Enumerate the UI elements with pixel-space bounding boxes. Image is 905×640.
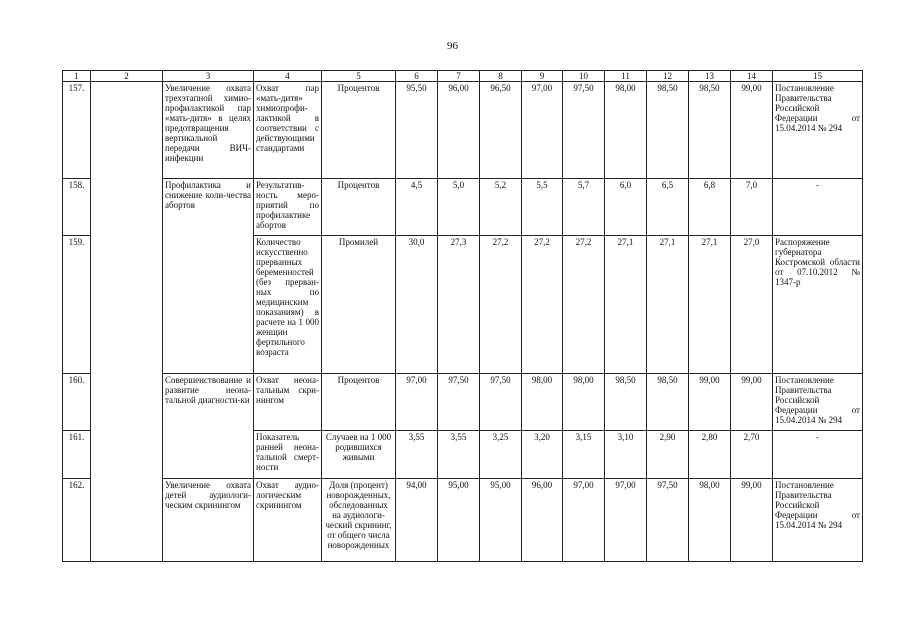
indicator-cell: Охват неона-тальным скри-нингом [254,374,322,431]
row-number: 161. [63,431,91,479]
value-cell: 3,25 [480,431,522,479]
value-cell: 97,50 [647,479,689,562]
unit-cell: Случаев на 1 000 родившихся живыми [322,431,396,479]
source-cell: Постановление Правительства Российской Федерации от 15.04.2014 № 294 [773,374,863,431]
indicator-cell: Показатель ранней неона-тальной смерт-ности [254,431,322,479]
value-cell: 5,5 [522,179,563,236]
row-number: 158. [63,179,91,236]
value-cell: 95,00 [438,479,480,562]
column-number: 7 [438,71,480,82]
value-cell: 98,50 [647,82,689,179]
value-cell: 3,15 [563,431,605,479]
indicator-cell: Охват аудио-логическим скринингом [254,479,322,562]
value-cell: 27,2 [522,236,563,374]
column-number: 9 [522,71,563,82]
page-number: 96 [447,40,458,52]
value-cell: 98,50 [647,374,689,431]
value-cell: 5,2 [480,179,522,236]
indicator-cell: Результатив-ность меро-приятий по профилактике абортов [254,179,322,236]
value-cell: 2,90 [647,431,689,479]
value-cell: 99,00 [731,479,773,562]
value-cell: 96,00 [438,82,480,179]
value-cell: 95,00 [480,479,522,562]
row-number: 160. [63,374,91,431]
value-cell: 5,7 [563,179,605,236]
value-cell: 97,00 [605,479,647,562]
empty-column-2 [91,82,163,562]
value-cell: 94,00 [396,479,438,562]
value-cell: 98,00 [563,374,605,431]
value-cell: 97,50 [563,82,605,179]
goal-cell: Профилактика и снижение коли-чества абортов [163,179,254,374]
row-number: 159. [63,236,91,374]
column-number: 3 [163,71,254,82]
value-cell: 2,70 [731,431,773,479]
value-cell: 7,0 [731,179,773,236]
value-cell: 30,0 [396,236,438,374]
value-cell: 96,50 [480,82,522,179]
source-cell: Постановление Правительства Российской Федерации от 15.04.2014 № 294 [773,82,863,179]
column-number: 12 [647,71,689,82]
value-cell: 27,3 [438,236,480,374]
value-cell: 3,55 [438,431,480,479]
value-cell: 2,80 [689,431,731,479]
value-cell: 98,00 [689,479,731,562]
table-row [63,179,863,236]
value-cell: 98,50 [689,82,731,179]
indicators-table [62,70,863,562]
value-cell: 98,50 [605,374,647,431]
source-cell: Распоряжение губернатора Костромской области от 07.10.2012 № 1347-р [773,236,863,374]
goal-cell: Совершенствование и развитие неона-тальной диагности-ки [163,374,254,479]
unit-cell: Процентов [322,82,396,179]
value-cell: 99,00 [731,82,773,179]
value-cell: 5,0 [438,179,480,236]
indicator-cell: Количество искусственно прерванных беременностей (без прерван-ных по медицинским показаниям) в расчете на 1 000 женщин фертильного возраста [254,236,322,374]
value-cell: 98,00 [605,82,647,179]
value-cell: 3,10 [605,431,647,479]
column-number: 15 [773,71,863,82]
value-cell: 27,1 [605,236,647,374]
column-number: 10 [563,71,605,82]
table-row [63,374,863,431]
column-number: 4 [254,71,322,82]
value-cell: 27,2 [563,236,605,374]
indicator-cell: Охват пар «мать-дитя» химиопрофи-лактикой в соответствии с действующими стандартами [254,82,322,179]
column-number: 2 [91,71,163,82]
value-cell: 99,00 [689,374,731,431]
value-cell: 97,00 [563,479,605,562]
value-cell: 99,00 [731,374,773,431]
value-cell: 27,2 [480,236,522,374]
value-cell: 27,0 [731,236,773,374]
unit-cell: Промилей [322,236,396,374]
column-number: 14 [731,71,773,82]
value-cell: 96,00 [522,479,563,562]
value-cell: 6,0 [605,179,647,236]
table-row [63,479,863,562]
column-number: 5 [322,71,396,82]
value-cell: 3,55 [396,431,438,479]
column-number: 11 [605,71,647,82]
value-cell: 6,5 [647,179,689,236]
unit-cell: Процентов [322,179,396,236]
value-cell: 6,8 [689,179,731,236]
column-number-header [63,71,863,82]
value-cell: 27,1 [647,236,689,374]
row-number: 162. [63,479,91,562]
value-cell: 97,50 [438,374,480,431]
value-cell: 95,50 [396,82,438,179]
goal-cell: Увеличение охвата трехэтапной химио-профилактикой пар «мать-дитя» в целях предотвращения вертикальной передачи ВИЧ-инфекции [163,82,254,179]
column-number: 6 [396,71,438,82]
value-cell: 3,20 [522,431,563,479]
value-cell: 4,5 [396,179,438,236]
value-cell: 98,00 [522,374,563,431]
column-number: 13 [689,71,731,82]
source-cell: Постановление Правительства Российской Федерации от 15.04.2014 № 294 [773,479,863,562]
table-row [63,82,863,179]
unit-cell: Доля (процент) новорожденных, обследованных на аудиологи-ческий скрининг, от общего числа новорожденных [322,479,396,562]
value-cell: 27,1 [689,236,731,374]
goal-cell: Увеличение охвата детей аудиологи-ческим скринингом [163,479,254,562]
unit-cell: Процентов [322,374,396,431]
column-number: 8 [480,71,522,82]
value-cell: 97,50 [480,374,522,431]
source-cell: - [773,431,863,479]
value-cell: 97,00 [396,374,438,431]
row-number: 157. [63,82,91,179]
column-number: 1 [63,71,91,82]
value-cell: 97,00 [522,82,563,179]
source-cell: - [773,179,863,236]
